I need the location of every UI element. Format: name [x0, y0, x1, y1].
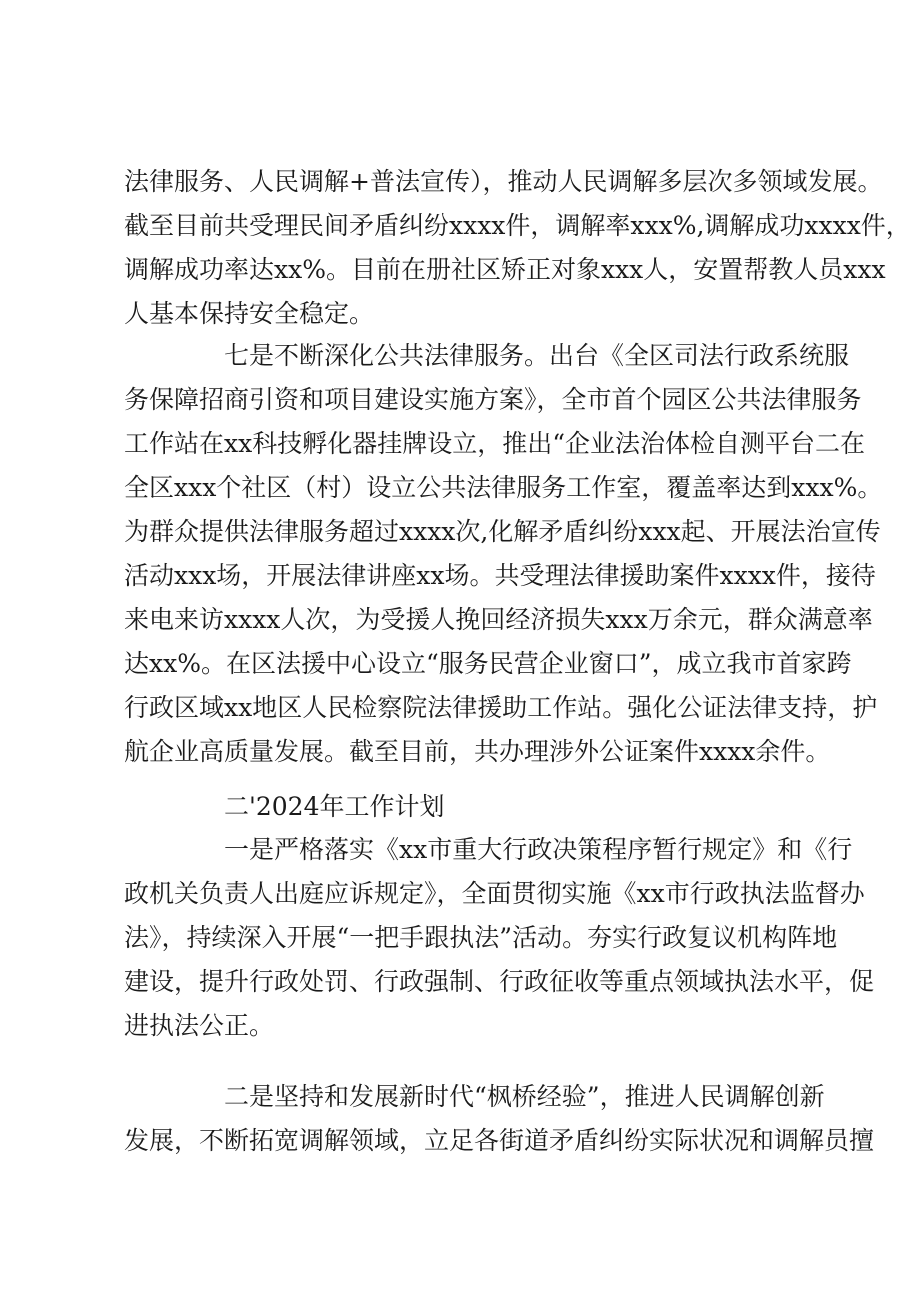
text-line: 一是严格落实《xx市重大行政决策程序暂行规定》和《行 [224, 835, 853, 864]
text-line: 行政区域xx地区人民检察院法律援助工作站。强化公证法律支持，护 [124, 693, 878, 722]
text-line: 截至目前共受理民间矛盾纠纷xxxx件，调解率xxx%,调解成功xxxx件， [124, 211, 911, 240]
text-line: 达xx%。在区法援中心设立“服务民营企业窗口”，成立我市首家跨 [124, 649, 852, 678]
text-line: 进执法公正。 [124, 1011, 275, 1040]
text-line: 活动xxx场，开展法律讲座xx场。共受理法律援助案件xxxx件，接待 [124, 561, 876, 590]
text-line: 二是坚持和发展新时代“枫桥经验”，推进人民调解创新 [224, 1082, 825, 1111]
text-line: 人基本保持安全稳定。 [124, 299, 375, 328]
section-heading [124, 785, 824, 829]
heading-text: 二'2024年工作计划 [224, 792, 445, 821]
text-line: 工作站在xx科技孵化器挂牌设立，推出“企业法治体检自测平台二在 [124, 429, 865, 458]
paragraph-plan-two [124, 1075, 875, 1163]
text-line: 调解成功率达xx%。目前在册社区矫正对象xxx人，安置帮教人员xxx [124, 255, 886, 284]
text-line: 发展，不断拓宽调解领域，立足各街道矛盾纠纷实际状况和调解员擅 [124, 1126, 875, 1155]
text-line: 务保障招商引资和项目建设实施方案》，全市首个园区公共法律服务 [124, 385, 862, 414]
text-line: 全区xxx个社区（村）设立公共法律服务工作室，覆盖率达到xxx%。 [124, 473, 883, 502]
text-line: 法》，持续深入开展“一把手跟执法”活动。夯实行政复议机构阵地 [124, 923, 838, 952]
text-line: 法律服务、人民调解+普法宣传），推动人民调解多层次多领域发展。 [124, 167, 883, 196]
text-line: 政机关负责人出庭应诉规定》，全面贯彻实施《xx市行政执法监督办 [124, 879, 865, 908]
paragraph-plan-one [124, 828, 875, 1048]
paragraph-item-seven [124, 334, 883, 774]
paragraph-continuation [124, 160, 911, 336]
text-line: 为群众提供法律服务超过xxxx次,化解矛盾纠纷xxx起、开展法治宣传 [124, 517, 881, 546]
text-line: 航企业高质量发展。截至目前，共办理涉外公证案件xxxx余件。 [124, 737, 831, 766]
text-line: 七是不断深化公共法律服务。出台《全区司法行政系统服 [224, 341, 850, 370]
text-line: 建设，提升行政处罚、行政强制、行政征收等重点领域执法水平，促 [124, 967, 875, 996]
text-line: 来电来访xxxx人次，为受援人挽回经济损失xxx万余元，群众满意率 [124, 605, 873, 634]
